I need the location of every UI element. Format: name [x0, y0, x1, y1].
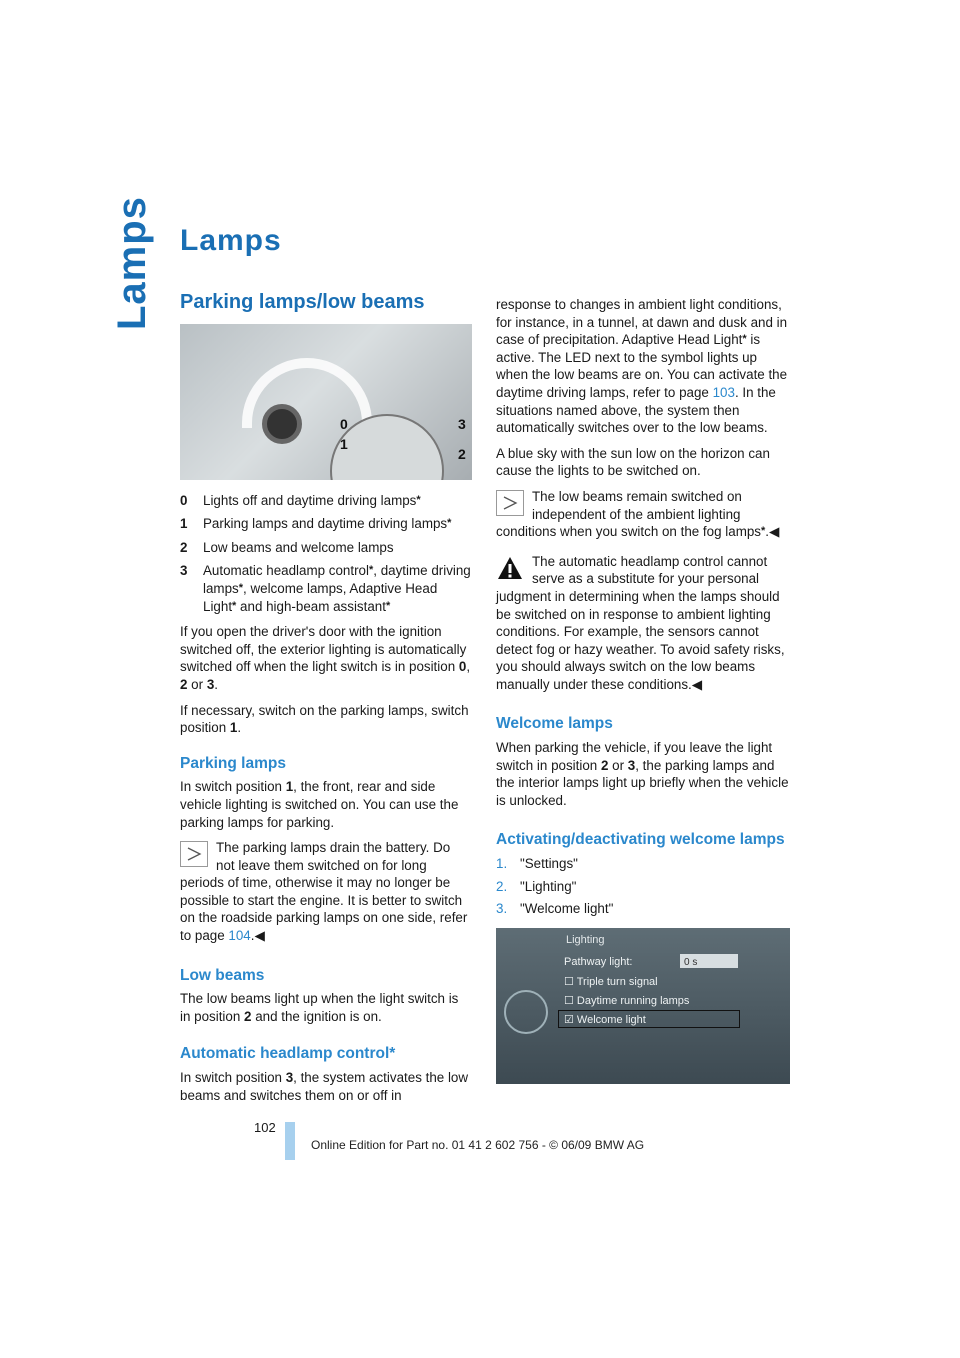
- side-tab-label: Lamps: [110, 196, 154, 330]
- photo-label-3: 1: [340, 435, 348, 452]
- list-item: 2. "Lighting": [496, 878, 577, 894]
- list-item: 1 Parking lamps and daytime driving lamps*: [180, 516, 452, 532]
- pathway-light-value[interactable]: 0 s: [680, 954, 738, 968]
- photo-label-2: 2: [458, 445, 466, 462]
- idrive-lighting-screen: [496, 928, 790, 1084]
- page-link-104[interactable]: 104: [228, 928, 251, 944]
- necessary-paragraph: If necessary, switch on the parking lamps, switch position 1.: [180, 702, 469, 736]
- parking-lamps-heading: Parking lamps: [180, 754, 286, 772]
- fog-lamps-note: The low beams remain switched on independent of the ambient lighting conditions when you switch on the fog lamps*.◀: [496, 488, 780, 540]
- activating-heading: Activating/deactivating welcome lamps: [496, 831, 785, 849]
- welcome-lamps-heading: Welcome lamps: [496, 715, 613, 733]
- footer-text: Online Edition for Part no. 01 41 2 602 756 - © 06/09 BMW AG: [311, 1138, 645, 1152]
- automatic-control-paragraph: In switch position 3, the system activates the low beams and switches them on or off in: [180, 1070, 469, 1103]
- blue-sky-paragraph: A blue sky with the sun low on the horizon can cause the lights to be switched on.: [496, 445, 770, 479]
- page-number: 102: [254, 1120, 276, 1135]
- parking-note: The parking lamps drain the battery. Do not leave them switched on for long periods of time, otherwise it may no longer be possible to start the engine. It is better to switch on the roadside parking lamps on one side, refer to page 104.◀: [180, 840, 468, 944]
- page-title: Lamps: [180, 224, 282, 257]
- parking-lamps-paragraph: In switch position 1, the front, rear and side vehicle lighting is switched on. You can use the parking lamps for parking.: [180, 779, 459, 830]
- right-column: [496, 296, 790, 1084]
- warning-icon: [496, 555, 524, 581]
- left-column: [180, 291, 472, 1112]
- switch-position-list: [180, 492, 472, 616]
- steps-list: [496, 855, 790, 918]
- pathway-light-label: Pathway light:: [564, 955, 633, 968]
- footer-bar: [285, 1122, 295, 1160]
- photo-label-1: 3: [458, 415, 466, 432]
- automatic-control-heading: Automatic headlamp control*: [180, 1045, 396, 1063]
- controller-icon: [504, 990, 548, 1034]
- section-heading: Parking lamps/low beams: [180, 291, 425, 313]
- continuation-paragraph: response to changes in ambient light conditions, for instance, in a tunnel, at dawn and dusk and in case of precipitation. Adaptive Head Light* is active. The LED next to the symbol lights up when the low beams are on. You can activate the daytime driving lamps, refer to page 103. In the situations named above, the system then automatically switches over to the low beams.: [496, 297, 788, 436]
- light-switch-knob: [262, 404, 302, 444]
- option-triple-turn-signal[interactable]: ☐ Triple turn signal: [564, 975, 658, 988]
- low-beams-heading: Low beams: [180, 966, 265, 984]
- photo-label-0: 0: [340, 415, 348, 432]
- list-item: 0 Lights off and daytime driving lamps*: [180, 492, 421, 508]
- door-paragraph: If you open the driver's door with the ignition switched off, the exterior lighting is automatically switched off when the light switch is in position 0, 2 or 3.: [180, 624, 471, 692]
- list-item: 3. "Welcome light": [496, 901, 614, 917]
- note-icon: [496, 490, 524, 516]
- list-item: 2 Low beams and welcome lamps: [180, 539, 394, 555]
- safety-warning: The automatic headlamp control cannot serve as a substitute for your personal judgment in determining when the lamps should be switched on in response to ambient lighting conditions. For example, the sensors cannot detect fog or hazy weather. To avoid safety risks, you should always switch on the low beams manually under these conditions.◀: [496, 553, 785, 692]
- light-switch-photo: [180, 324, 472, 480]
- option-welcome-light[interactable]: ☑ Welcome light: [564, 1013, 646, 1026]
- list-item: 1. "Settings": [496, 856, 578, 872]
- low-beams-paragraph: The low beams light up when the light switch is in position 2 and the ignition is on.: [180, 991, 459, 1024]
- note-icon: [180, 841, 208, 867]
- list-item: 3 Automatic headlamp control*, daytime driving lamps*, welcome lamps, Adaptive Head Light* and high-beam assistant*: [180, 563, 471, 614]
- screen-title: Lighting: [566, 933, 605, 946]
- welcome-lamps-paragraph: When parking the vehicle, if you leave the light switch in position 2 or 3, the parking lamps and the interior lamps light up briefly when the vehicle is unlocked.: [496, 740, 789, 808]
- rotation-arrow-icon: [242, 358, 372, 428]
- page-link-103[interactable]: 103: [712, 384, 735, 400]
- option-daytime-running-lamps[interactable]: ☐ Daytime running lamps: [564, 994, 690, 1007]
